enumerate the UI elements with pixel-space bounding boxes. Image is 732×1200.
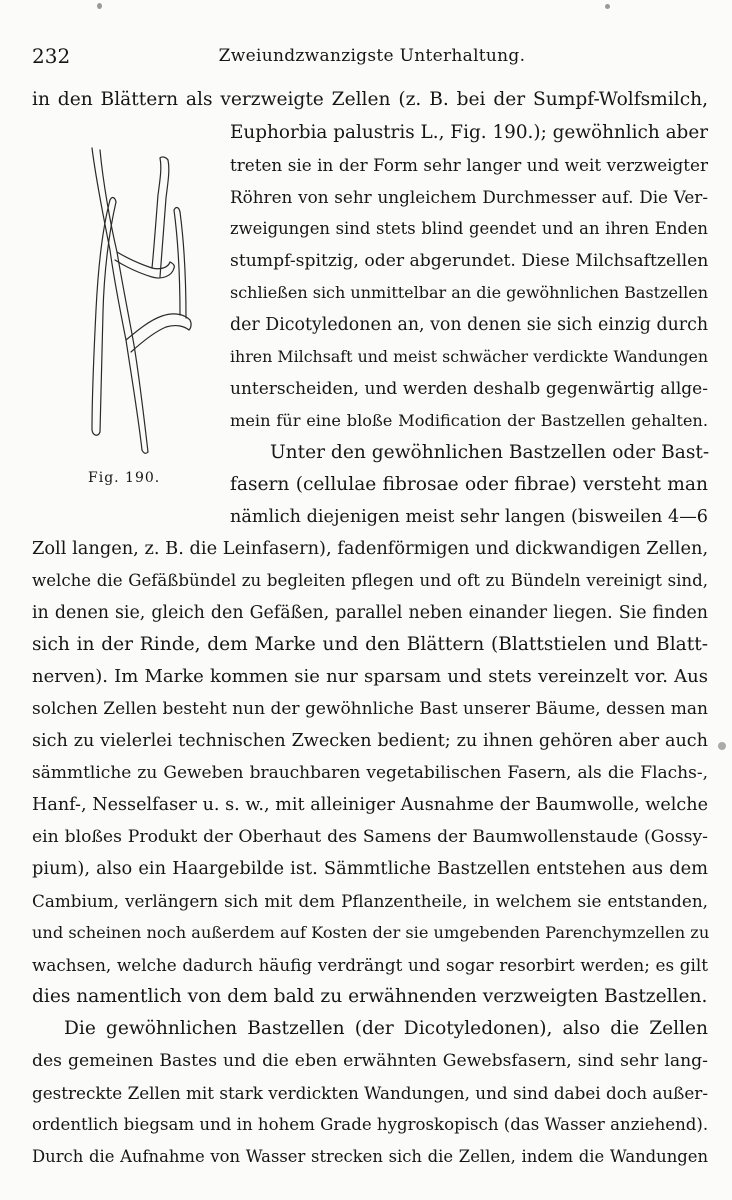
text-line: ein bloßes Produkt der Oberhaut des Samens der Baumwollenstaude (Gossy- bbox=[32, 827, 708, 847]
text-line: stumpf-spitzig, oder abgerundet. Diese Milchsaftzellen bbox=[230, 251, 709, 271]
text-line: Euphorbia palustris L., Fig. 190.); gewöhnlich aber bbox=[230, 122, 708, 143]
paper-speck bbox=[605, 4, 610, 9]
page-header bbox=[32, 44, 712, 74]
text-line: in den Blättern als verzweigte Zellen (z. B. bei der Sumpf-Wolfsmilch, bbox=[32, 89, 708, 110]
text-line: dies namentlich von dem bald zu erwähnenden verzweigten Bastzellen. bbox=[32, 986, 708, 1007]
text-line: sämmtliche zu Geweben brauchbaren vegetabilischen Fasern, als die Flachs-, bbox=[32, 763, 708, 783]
text-line: des gemeinen Bastes und die eben erwähnten Gewebsfasern, sind sehr lang- bbox=[32, 1051, 708, 1071]
paper-speck bbox=[718, 742, 726, 750]
paper-speck bbox=[97, 3, 102, 9]
text-line: Unter den gewöhnlichen Bastzellen oder Bast- bbox=[270, 442, 710, 463]
text-line: Zoll langen, z. B. die Leinfasern), fadenförmigen und dickwandigen Zellen, bbox=[32, 538, 709, 559]
text-line: Die gewöhnlichen Bastzellen (der Dicotyledonen), also die Zellen bbox=[64, 1018, 708, 1039]
text-line: welche die Gefäßbündel zu begleiten pflegen und oft zu Bündeln vereinigt sind, bbox=[32, 571, 708, 590]
text-line: fasern (cellulae fibrosae oder fibrae) versteht man bbox=[230, 474, 708, 495]
text-line: nämlich diejenigen meist sehr langen (bisweilen 4—6 bbox=[230, 507, 708, 527]
text-line: Durch die Aufnahme von Wasser strecken sich die Zellen, indem die Wandungen bbox=[32, 1147, 708, 1166]
text-line: Röhren von sehr ungleichem Durchmesser auf. Die Ver- bbox=[230, 187, 708, 207]
text-line: sich in der Rinde, dem Marke und den Blättern (Blattstielen und Blatt- bbox=[32, 634, 708, 655]
text-line: mein für eine bloße Modification der Bastzellen gehalten. bbox=[230, 411, 708, 430]
text-line: treten sie in der Form sehr langer und weit verzweigter bbox=[230, 155, 708, 175]
text-line: gestreckte Zellen mit stark verdickten Wandungen, und sind dabei doch außer- bbox=[32, 1083, 708, 1103]
text-line: Cambium, verlängern sich mit dem Pflanzentheile, in welchem sie entstanden, bbox=[32, 891, 708, 911]
text-line: der Dicotyledonen an, von denen sie sich einzig durch bbox=[230, 315, 709, 335]
text-line: wachsen, welche dadurch häufig verdrängt und sogar resorbirt werden; es gilt bbox=[32, 955, 708, 975]
figure-caption: Fig. 190. bbox=[88, 470, 161, 486]
text-line: Hanf-, Nesselfaser u. s. w., mit alleiniger Ausnahme der Baumwolle, welche bbox=[32, 795, 708, 815]
text-line: und scheinen noch außerdem auf Kosten der sie umgebenden Parenchymzellen zu bbox=[32, 923, 710, 942]
text-line: zweigungen sind stets blind geendet und an ihren Enden bbox=[230, 219, 708, 238]
running-head: Zweiundzwanzigste Unterhaltung. bbox=[218, 46, 526, 66]
text-line: ihren Milchsaft und meist schwächer verdickte Wandungen bbox=[230, 347, 708, 366]
text-line: sich zu vielerlei technischen Zwecken bedient; zu ihnen gehören aber auch bbox=[32, 731, 708, 751]
page-number: 232 bbox=[32, 44, 71, 68]
text-line: in denen sie, gleich den Gefäßen, parallel neben einander liegen. Sie finden bbox=[32, 603, 708, 623]
text-line: ordentlich biegsam und in hohem Grade hygroskopisch (das Wasser anziehend). bbox=[32, 1115, 709, 1134]
text-line: schließen sich unmittelbar an die gewöhnlichen Bastzellen bbox=[230, 283, 708, 302]
figure-190-latex-vessels bbox=[82, 140, 202, 460]
text-line: solchen Zellen besteht nun der gewöhnliche Bast unserer Bäume, dessen man bbox=[32, 699, 708, 719]
text-line: unterscheiden, und werden deshalb gegenwärtig allge- bbox=[230, 379, 708, 399]
text-line: nerven). Im Marke kommen sie nur sparsam und stets vereinzelt vor. Aus bbox=[32, 666, 708, 687]
text-line: pium), also ein Haargebilde ist. Sämmtliche Bastzellen entstehen aus dem bbox=[32, 858, 708, 879]
